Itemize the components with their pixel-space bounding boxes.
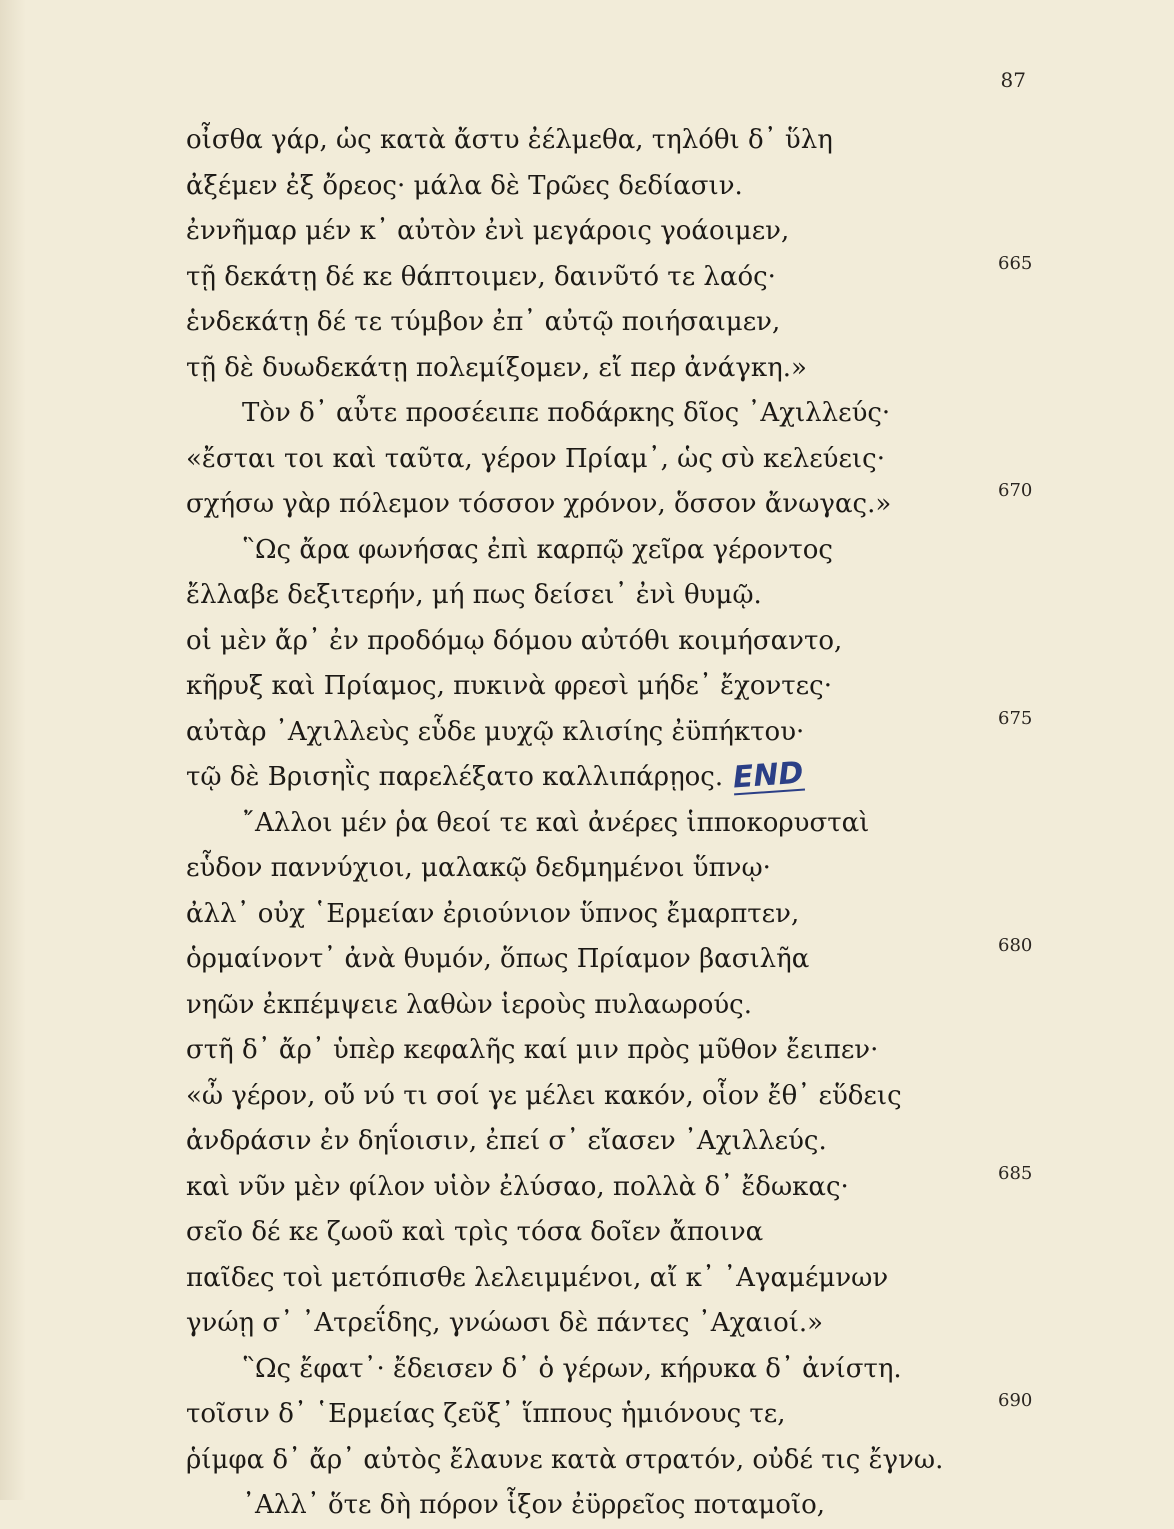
verse-line xyxy=(186,1392,1046,1438)
page-gutter-shadow xyxy=(0,0,26,1500)
verse-line xyxy=(186,846,1046,892)
verse-text: οἱ μὲν ἄρ᾽ ἐν προδόμῳ δόμου αὐτόθι κοιμήσαντο, xyxy=(186,625,843,656)
verse-line xyxy=(186,164,1046,210)
verse-line xyxy=(186,300,1046,346)
verse-line xyxy=(186,1119,1046,1165)
handwritten-end-annotation: END xyxy=(731,755,805,796)
verse-line xyxy=(186,664,1046,710)
verse-line xyxy=(186,437,1046,483)
verse-line xyxy=(186,1210,1046,1256)
verse-text: τοῖσιν δ᾽ ῾Ερμείας ζεῦξ᾽ ἵππους ἡμιόνους τε, xyxy=(186,1399,786,1429)
verse-line xyxy=(186,573,1046,619)
verse-line xyxy=(186,619,1046,665)
line-number: 665 xyxy=(998,252,1033,274)
verse-line xyxy=(186,209,1046,255)
verse-line xyxy=(186,118,1046,164)
verse-text: αὐτὰρ ᾽Αχιλλεὺς εὗδε μυχῷ κλισίης ἐϋπήκτου· xyxy=(186,716,805,747)
verse-text: εὗδον παννύχιοι, μαλακῷ δεδμημένοι ὕπνῳ· xyxy=(186,853,771,883)
page-number: 87 xyxy=(1000,68,1026,92)
verse-text: τῇ δὲ δυωδεκάτῃ πολεμίξομεν, εἴ περ ἀνάγκη.» xyxy=(186,352,807,383)
verse-text: ῥίμφα δ᾽ ἄρ᾽ αὐτὸς ἔλαυνε κατὰ στρατόν, οὐδέ τις ἔγνω. xyxy=(186,1444,944,1475)
verse-text: ἀνδράσιν ἐν δηΐοισιν, ἐπεί σ᾽ εἴασεν ᾽Αχιλλεύς. xyxy=(186,1126,827,1156)
verse-text: ὁρμαίνοντ᾽ ἀνὰ θυμόν, ὅπως Πρίαμον βασιλῆα xyxy=(186,944,810,974)
verse-text: γνώῃ σ᾽ ᾽Ατρεΐδης, γνώωσι δὲ πάντες ᾽Αχαιοί.» xyxy=(186,1308,824,1338)
line-number: 670 xyxy=(998,480,1033,501)
verse-line xyxy=(186,252,1046,301)
verse-line xyxy=(186,983,1046,1029)
verse-text: οἶσθα γάρ, ὡς κατὰ ἄστυ ἐέλμεθα, τηλόθι δ᾽ ὕλη xyxy=(186,125,833,155)
verse-line xyxy=(186,937,1046,983)
verse-line xyxy=(186,707,1046,756)
line-number: 675 xyxy=(998,707,1033,729)
verse-text: τῷ δὲ Βρισηῒς παρελέξατο καλλιπάρῃος. xyxy=(186,762,724,792)
verse-line xyxy=(186,391,1046,437)
verse-line xyxy=(186,1256,1046,1302)
verse-text: στῆ δ᾽ ἄρ᾽ ὑπὲρ κεφαλῆς καί μιν πρὸς μῦθον ἔειπεν· xyxy=(186,1035,879,1065)
verse-line xyxy=(186,1347,1046,1393)
verse-text: «ἔσται τοι καὶ ταῦτα, γέρον Πρίαμ᾽, ὡς σὺ κελεύεις· xyxy=(186,443,885,474)
verse-text: κῆρυξ καὶ Πρίαμος, πυκινὰ φρεσὶ μήδε᾽ ἔχοντες· xyxy=(186,671,832,701)
verse-line xyxy=(186,482,1046,528)
verse-block xyxy=(186,118,1046,1529)
verse-text: ἔλλαβε δεξιτερήν, μή πως δείσει᾽ ἐνὶ θυμῷ. xyxy=(186,580,762,610)
line-number: 690 xyxy=(998,1390,1033,1411)
verse-text: ἑνδεκάτῃ δέ τε τύμβον ἐπ᾽ αὐτῷ ποιήσαιμεν, xyxy=(186,307,781,337)
verse-text: ἀλλ᾽ οὐχ ῾Ερμείαν ἐριούνιον ὕπνος ἔμαρπτεν, xyxy=(186,898,800,929)
verse-text: ἀξέμεν ἐξ ὄρεος· μάλα δὲ Τρῶες δεδίασιν. xyxy=(186,170,743,201)
verse-text: παῖδες τοὶ μετόπισθε λελειμμένοι, αἴ κ᾽ ᾽Αγαμέμνων xyxy=(186,1262,889,1293)
verse-line xyxy=(186,528,1046,574)
verse-text: ᾽Αλλ᾽ ὅτε δὴ πόρον ἷξον ἐϋρρεῖος ποταμοῖο, xyxy=(242,1490,826,1520)
verse-line xyxy=(186,892,1046,938)
verse-line xyxy=(186,1074,1046,1120)
line-number: 680 xyxy=(998,935,1033,956)
verse-line xyxy=(186,755,1046,801)
verse-text: σχήσω γὰρ πόλεμον τόσσον χρόνον, ὅσσον ἄνωγας.» xyxy=(186,489,892,519)
verse-text: νηῶν ἐκπέμψειε λαθὼν ἱεροὺς πυλαωρούς. xyxy=(186,989,752,1020)
verse-text: ῝Ως ἄρα φωνήσας ἐπὶ καρπῷ χεῖρα γέροντος xyxy=(242,534,833,565)
verse-text: ῝Ως ἔφατ᾽· ἔδεισεν δ᾽ ὁ γέρων, κήρυκα δ᾽ ἀνίστη. xyxy=(242,1353,902,1384)
verse-line xyxy=(186,801,1046,847)
verse-text: «ὦ γέρον, οὔ νύ τι σοί γε μέλει κακόν, οἷον ἔθ᾽ εὕδεις xyxy=(186,1080,902,1111)
verse-line xyxy=(186,1438,1046,1484)
verse-text: σεῖο δέ κε ζωοῦ καὶ τρὶς τόσα δοῖεν ἄποινα xyxy=(186,1217,764,1247)
verse-line xyxy=(186,1301,1046,1347)
verse-line xyxy=(186,346,1046,392)
verse-text: Τὸν δ᾽ αὖτε προσέειπε ποδάρκης δῖος ᾽Αχιλλεύς· xyxy=(242,398,891,428)
verse-text: τῇ δεκάτῃ δέ κε θάπτοιμεν, δαινῦτό τε λαός· xyxy=(186,261,776,292)
verse-line xyxy=(186,1483,1046,1529)
line-number: 685 xyxy=(998,1162,1033,1184)
verse-text: ῎Αλλοι μέν ῥα θεοί τε καὶ ἀνέρες ἱπποκορυσταὶ xyxy=(242,807,870,838)
verse-line xyxy=(186,1162,1046,1211)
verse-text: ἐννῆμαρ μέν κ᾽ αὐτὸν ἐνὶ μεγάροις γοάοιμεν, xyxy=(186,216,790,246)
verse-line xyxy=(186,1028,1046,1074)
verse-text: καὶ νῦν μὲν φίλον υἱὸν ἐλύσαο, πολλὰ δ᾽ ἔδωκας· xyxy=(186,1171,849,1202)
